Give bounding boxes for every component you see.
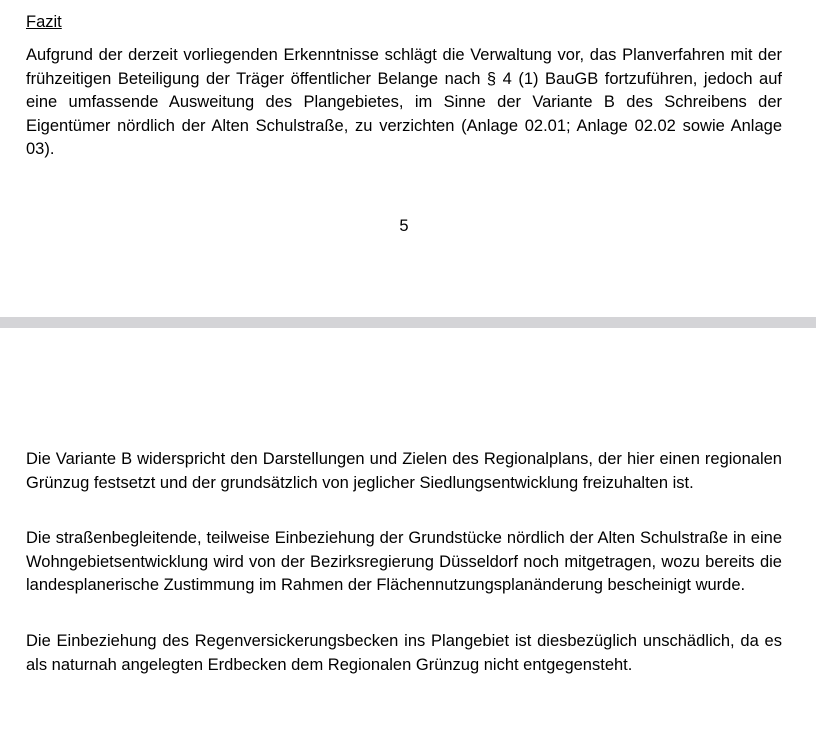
document-page-top — [0, 0, 816, 317]
page-separator — [0, 317, 816, 328]
document-page-bottom — [0, 328, 816, 741]
section-heading: Fazit — [26, 13, 62, 31]
body-paragraph: Die Einbeziehung des Regenversickerungsbecken ins Plangebiet ist diesbezüglich unschädlich, da es als naturnah angelegten Erdbecken dem Regionalen Grünzug nicht entgegensteht. — [26, 632, 782, 674]
page-number: 5 — [399, 217, 409, 235]
body-paragraph: Die Variante B widerspricht den Darstellungen und Zielen des Regionalplans, der hier einen regionalen Grünzug festsetzt und der grundsätzlich von jeglicher Siedlungsentwicklung freizuhalten ist. — [26, 450, 782, 492]
body-paragraph: Die straßenbegleitende, teilweise Einbeziehung der Grundstücke nördlich der Alten Schulstraße in eine Wohngebietsentwicklung wird von der Bezirksregierung Düsseldorf noch mitgetragen, wozu bereits die landesplanerische Zustimmung im Rahmen der Flächennutzungsplanänderung bescheinigt wurde. — [26, 529, 782, 595]
conclusion-paragraph: Aufgrund der derzeit vorliegenden Erkenntnisse schlägt die Verwaltung vor, das Planverfahren mit der frühzeitigen Beteiligung der Träger öffentlicher Belange nach § 4 (1) BauGB fortzuführen, jedoch auf eine umfassende Ausweitung des Plangebietes, im Sinne der Variante B des Schreibens der Eigentümer nördlich der Alten Schulstraße, zu verzichten (Anlage 02.01; Anlage 02.02 sowie Anlage 03). — [26, 46, 782, 159]
